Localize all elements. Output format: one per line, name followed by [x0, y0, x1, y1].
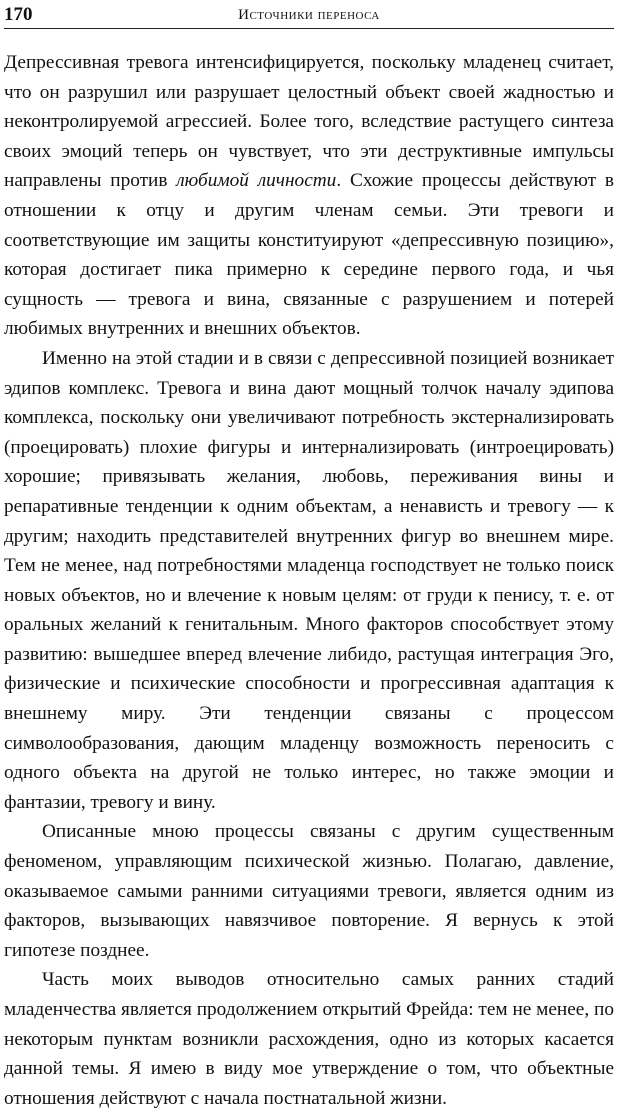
page-header	[4, 2, 614, 29]
paragraph-4: Часть моих выводов относительно самых ранних стадий младенчества является продолжением открытий Фрейда: тем не менее, по некоторым пунктам возникли расхождения, одно из которых касается данной темы. Я имею в виду мое утверждение о том, что объектные отношения действуют с начала постнатальной жизни.	[4, 969, 614, 1109]
paragraph-3: Описанные мною процессы связаны с другим существенным феноменом, управляющим психической жизнью. Полагаю, давление, оказываемое самыми ранними ситуациями тревоги, является одним из факторов, вызывающих навязчивое повторение. Я вернусь к этой гипотезе позднее.	[4, 821, 614, 961]
body-text	[4, 48, 614, 1113]
paragraph-1-text-before: Депрессивная тревога интенсифицируется, поскольку младенец считает, что он разрушил или разрушает целостный объект своей жадностью и неконтролируемой агрессией. Более того, вследствие растущего синтеза своих эмоций теперь он чувствует, что эти деструктивные импульсы направлены против	[4, 52, 614, 192]
page-number: 170	[4, 4, 33, 25]
paragraph-1-emphasis: любимой личности	[176, 170, 337, 192]
paragraph-2: Именно на этой стадии и в связи с депрессивной позицией возникает эдипов комплекс. Тревога и вина дают мощный толчок началу эдипова комплекса, поскольку они увеличивают потребность экстернализировать (проецировать) плохие фигуры и интернализировать (интроецировать) хорошие; привязывать желания, любовь, переживания вины и репаративные тенденции к одним объектам, а ненависть и тревогу — к другим; находить представителей внутренних фигур во внешнем мире. Тем не менее, над потребностями младенца господствует не только поиск новых объектов, но и влечение к новым целям: от груди к пенису, т. е. от оральных желаний к генитальным. Много факторов способствует этому развитию: вышедшее вперед влечение либидо, растущая интеграция Эго, физические и психические способности и прогрессивная адаптация к внешнему миру. Эти тенденции связаны с процессом символообразования, дающим младенцу возможность переносить с одного объекта на другой не только интерес, но также эмоции и фантазии, тревогу и вину.	[4, 347, 614, 813]
running-title: Источники переноса	[238, 7, 380, 23]
paragraph-1	[4, 48, 614, 344]
paragraph-1-text-after: . Схожие процессы действуют в отношении к отцу и другим членам семьи. Эти тревоги и соответствующие им защиты конституируют «депрессивную позицию», которая достигает пика примерно к середине первого года, и чья сущность — тревога и вина, связанные с разрушением и потерей любимых внутренних и внешних объектов.	[4, 170, 614, 340]
